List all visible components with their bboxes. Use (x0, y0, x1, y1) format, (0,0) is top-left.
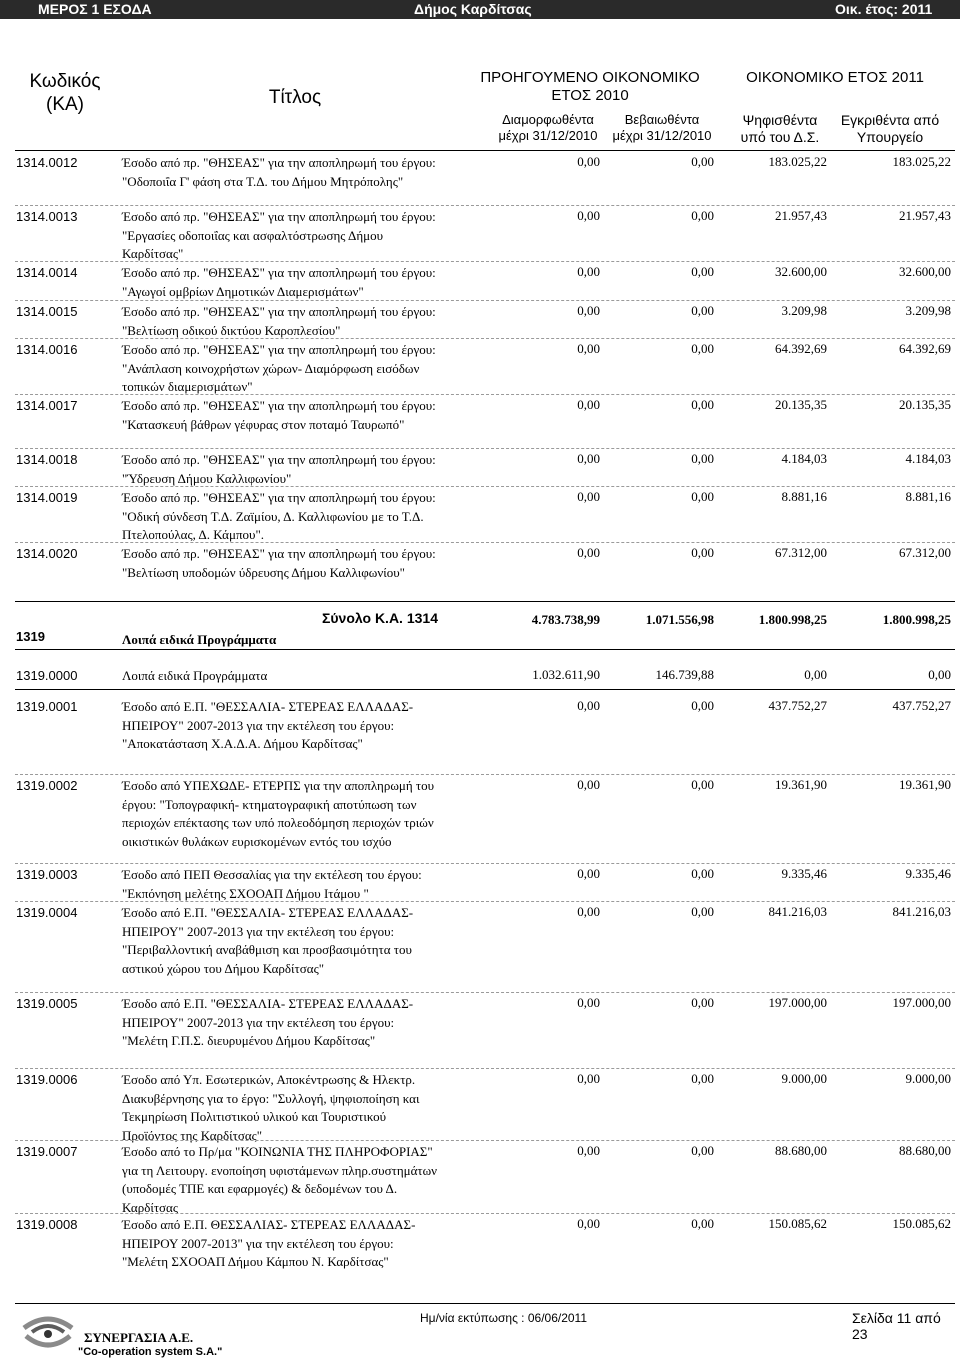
row-formed: 1.032.611,90 (532, 667, 600, 682)
row-separator (15, 394, 955, 395)
section-label: ΜΕΡΟΣ 1 ΕΣΟΔΑ (38, 1, 152, 17)
row-code: 1314.0013 (16, 209, 78, 224)
row-separator (15, 205, 955, 206)
row-formed: 0,00 (577, 1143, 600, 1158)
row-title: Έσοδο από το Πρ/μα "ΚΟΙΝΩΝΙΑ ΤΗΣ ΠΛΗΡΟΦΟΡΙΑΣ" για τη Λειτουργ. ενοποίηση υφιστάμενων πληρ.συστημάτων (υποδομές ΤΠΕ και εφαρμογές) & δεδομένων του Δ. Καρδίτσας (122, 1144, 438, 1215)
row-approved: 4.184,03 (905, 451, 951, 466)
row-voted: 64.392,69 (775, 341, 827, 356)
row-voted: 9.335,46 (781, 866, 827, 881)
row-separator (15, 300, 955, 301)
total-voted: 1.800.998,25 (758, 612, 827, 627)
header-col-voted: Ψηφισθέντα υπό του Δ.Σ. (740, 112, 820, 145)
row-approved: 21.957,43 (899, 208, 951, 223)
row-title: Έσοδο από πρ. "ΘΗΣΕΑΣ" για την αποπληρωμή του έργου: "Εργασίες οδοποιΐας και ασφαλτόστρωσης Δήμου Καρδίτσας" (122, 209, 436, 262)
row-formed: 0,00 (577, 904, 600, 919)
row-title: Έσοδο από πρ. "ΘΗΣΕΑΣ" για την αποπληρωμή του έργου: "Οδική σύνδεση Τ.Δ. Ζαϊμίου, Δ. Καλλιφωνίου με το Τ.Δ. Πτελοπούλας, Δ. Κάμπου". (122, 490, 436, 543)
row-code: 1314.0014 (16, 265, 78, 280)
row-separator (15, 261, 955, 262)
row-approved: 183.025,22 (892, 154, 951, 169)
row-voted: 437.752,27 (768, 698, 827, 713)
header-col-certified: Βεβαιωθέντα μέχρι 31/12/2010 (612, 112, 712, 143)
page-number: Σελίδα 11 από 23 (852, 1310, 941, 1342)
row-title: Έσοδο από πρ. "ΘΗΣΕΑΣ" για την αποπληρωμή του έργου: "Κατασκευή βάθρων γέφυρας στον ποταμό Ταυρωπό" (122, 398, 436, 432)
row-title: Έσοδο από πρ. "ΘΗΣΕΑΣ" για την αποπληρωμή του έργου: "Οδοποιΐα Γ' φάση στα Τ.Δ. του Δήμου Μητρόπολης" (122, 155, 436, 189)
row-voted: 4.184,03 (781, 451, 827, 466)
row-code: 1319.0005 (16, 996, 78, 1011)
row-divider (15, 689, 955, 690)
row-voted: 32.600,00 (775, 264, 827, 279)
row-approved: 841.216,03 (892, 904, 951, 919)
row-separator (15, 338, 955, 339)
row-formed: 0,00 (577, 208, 600, 223)
row-approved: 9.335,46 (905, 866, 951, 881)
row-approved: 0,00 (928, 667, 951, 682)
row-separator (15, 542, 955, 543)
row-separator (15, 1213, 955, 1214)
row-voted: 20.135,35 (775, 397, 827, 412)
row-separator (15, 448, 955, 449)
row-certified: 0,00 (691, 866, 714, 881)
row-certified: 0,00 (691, 1143, 714, 1158)
row-title: Έσοδο από Ε.Π. "ΘΕΣΣΑΛΙΑ- ΣΤΕΡΕΑΣ ΕΛΛΑΔΑΣ- ΗΠΕΙΡΟΥ" 2007-2013 για την εκτέλεση του έργου: "Περιβαλλοντική αναβάθμιση και προσβασιμότητα του αστικού χώρου του Δήμου Καρδίτσας" (122, 905, 414, 976)
group-divider (15, 649, 955, 650)
row-approved: 3.209,98 (905, 303, 951, 318)
row-approved: 437.752,27 (892, 698, 951, 713)
header-current-year: ΟΙΚΟΝΟΜΙΚΟ ΕΤΟΣ 2011 (746, 69, 924, 86)
row-approved: 88.680,00 (899, 1143, 951, 1158)
row-certified: 0,00 (691, 904, 714, 919)
row-voted: 88.680,00 (775, 1143, 827, 1158)
header-previous-year: ΠΡΟΗΓΟΥΜΕΝΟ ΟΙΚΟΝΟΜΙΚΟ ΕΤΟΣ 2010 (480, 69, 700, 104)
row-voted: 0,00 (804, 667, 827, 682)
header-title: Τίτλος (268, 87, 322, 108)
row-title: Έσοδο από πρ. "ΘΗΣΕΑΣ" για την αποπληρωμή του έργου: "Βελτίωση υποδομών ύδρευσης Δήμου Καλλιφωνίου" (122, 546, 436, 580)
row-separator (15, 863, 955, 864)
row-code: 1314.0018 (16, 452, 78, 467)
row-formed: 0,00 (577, 489, 600, 504)
row-voted: 21.957,43 (775, 208, 827, 223)
row-formed: 0,00 (577, 866, 600, 881)
header-col-formed: Διαμορφωθέντα μέχρι 31/12/2010 (498, 112, 598, 143)
fiscal-year: Οικ. έτος: 2011 (835, 1, 933, 17)
total-divider (15, 601, 955, 602)
row-title: Έσοδο από ΥΠΕΧΩΔΕ- ΕΤΕΡΠΣ για την αποπληρωμή του έργου: "Τοπογραφική- κτηματογραφική αποτύπωση των περιοχών επέκτασης των υπό πολεοδόμηση περιοχών τριών οικιστικών θυλάκων ευρισκομένων εντός του ισχύο (122, 778, 435, 849)
row-voted: 197.000,00 (768, 995, 827, 1010)
row-separator (15, 992, 955, 993)
row-voted: 19.361,90 (775, 777, 827, 792)
row-certified: 0,00 (691, 698, 714, 713)
row-approved: 64.392,69 (899, 341, 951, 356)
row-approved: 197.000,00 (892, 995, 951, 1010)
row-voted: 3.209,98 (781, 303, 827, 318)
row-certified: 0,00 (691, 489, 714, 504)
row-formed: 0,00 (577, 154, 600, 169)
row-code: 1319.0003 (16, 867, 78, 882)
row-certified: 0,00 (691, 1216, 714, 1231)
row-formed: 0,00 (577, 777, 600, 792)
row-separator (15, 1068, 955, 1069)
company-name: ΣΥΝΕΡΓΑΣΙΑ Α.Ε. (84, 1330, 194, 1345)
header-code: Κωδικός (ΚΑ) (29, 71, 101, 115)
row-voted: 150.085,62 (768, 1216, 827, 1231)
row-code: 1314.0020 (16, 546, 78, 561)
row-formed: 0,00 (577, 545, 600, 560)
row-certified: 0,00 (691, 1071, 714, 1086)
row-formed: 0,00 (577, 1216, 600, 1231)
row-title: Έσοδο από Υπ. Εσωτερικών, Αποκέντρωσης & Ηλεκτρ. Διακυβέρνησης για το έργο: "Συλλογή, ψηφιοποίηση και Τεκμηρίωση Πολιτιστικού υλικού και Τουριστικού Προϊόντος της Καρδίτσας" (122, 1072, 420, 1143)
row-voted: 183.025,22 (768, 154, 827, 169)
row-code: 1319.0000 (16, 668, 78, 683)
row-code: 1319.0006 (16, 1072, 78, 1087)
row-title: Έσοδο από πρ. "ΘΗΣΕΑΣ" για την αποπληρωμή του έργου: "Αγωγοί ομβρίων Δημοτικών Διαμερισμάτων" (122, 265, 436, 299)
row-certified: 0,00 (691, 341, 714, 356)
footer-divider (15, 1303, 955, 1304)
row-code: 1314.0015 (16, 304, 78, 319)
row-approved: 150.085,62 (892, 1216, 951, 1231)
row-certified: 0,00 (691, 264, 714, 279)
row-code: 1314.0016 (16, 342, 78, 357)
row-voted: 8.881,16 (781, 489, 827, 504)
group-code: 1319 (16, 629, 45, 644)
row-title: Έσοδο από πρ. "ΘΗΣΕΑΣ" για την αποπληρωμή του έργου: "Ύδρευση Δήμου Καλλιφωνίου" (122, 452, 436, 486)
row-approved: 9.000,00 (905, 1071, 951, 1086)
row-voted: 9.000,00 (781, 1071, 827, 1086)
row-code: 1319.0001 (16, 699, 78, 714)
group-title: Λοιπά ειδικά Προγράμματα (122, 632, 277, 647)
total-certified: 1.071.556,98 (645, 612, 714, 627)
row-title: Έσοδο από ΠΕΠ Θεσσαλίας για την εκτέλεση του έργου: "Εκπόνηση μελέτης ΣΧΟΟΑΠ Δήμου Ιτάμου " (122, 867, 422, 901)
total-label: Σύνολο Κ.Α. 1314 (322, 610, 438, 626)
row-formed: 0,00 (577, 451, 600, 466)
row-code: 1319.0002 (16, 778, 78, 793)
row-formed: 0,00 (577, 397, 600, 412)
row-code: 1314.0012 (16, 155, 78, 170)
row-formed: 0,00 (577, 698, 600, 713)
row-formed: 0,00 (577, 264, 600, 279)
row-code: 1314.0017 (16, 398, 78, 413)
row-title: Έσοδο από Ε.Π. "ΘΕΣΣΑΛΙΑ- ΣΤΕΡΕΑΣ ΕΛΛΑΔΑΣ- ΗΠΕΙΡΟΥ" 2007-2013 για την εκτέλεση του έργου: "Μελέτη Γ.Π.Σ. διευρυμένου Δήμου Καρδίτσας" (122, 996, 414, 1049)
row-formed: 0,00 (577, 303, 600, 318)
total-formed: 4.783.738,99 (531, 612, 600, 627)
row-approved: 19.361,90 (899, 777, 951, 792)
row-approved: 8.881,16 (905, 489, 951, 504)
row-code: 1319.0007 (16, 1144, 78, 1159)
row-formed: 0,00 (577, 341, 600, 356)
row-certified: 0,00 (691, 208, 714, 223)
row-separator (15, 1140, 955, 1141)
company-logo (18, 1314, 78, 1363)
row-certified: 0,00 (691, 451, 714, 466)
row-voted: 67.312,00 (775, 545, 827, 560)
row-formed: 0,00 (577, 995, 600, 1010)
print-date: Ημ/νία εκτύπωσης : 06/06/2011 (420, 1311, 588, 1325)
total-approved: 1.800.998,25 (882, 612, 951, 627)
row-title: Έσοδο από πρ. "ΘΗΣΕΑΣ" για την αποπληρωμή του έργου: "Βελτίωση οδικού δικτύου Καροπλεσίου" (122, 304, 436, 338)
logo-icon (18, 1314, 78, 1358)
row-voted: 841.216,03 (768, 904, 827, 919)
system-name: "Co-operation system S.A." (78, 1346, 223, 1358)
row-certified: 0,00 (691, 995, 714, 1010)
row-separator (15, 774, 955, 775)
row-formed: 0,00 (577, 1071, 600, 1086)
row-title: Έσοδο από πρ. "ΘΗΣΕΑΣ" για την αποπληρωμή του έργου: "Ανάπλαση κοινοχρήστων χώρων- Διαμόρφωση εισόδων τοπικών διαμερισμάτων" (122, 342, 436, 395)
row-certified: 146.739,88 (655, 667, 714, 682)
row-certified: 0,00 (691, 777, 714, 792)
row-approved: 67.312,00 (899, 545, 951, 560)
top-bar (0, 0, 960, 19)
row-approved: 20.135,35 (899, 397, 951, 412)
row-code: 1319.0008 (16, 1217, 78, 1232)
row-certified: 0,00 (691, 397, 714, 412)
row-title: Λοιπά ειδικά Προγράμματα (122, 668, 268, 683)
municipality-name: Δήμος Καρδίτσας (414, 1, 532, 17)
row-title: Έσοδο από Ε.Π. "ΘΕΣΣΑΛΙΑ- ΣΤΕΡΕΑΣ ΕΛΛΑΔΑΣ- ΗΠΕΙΡΟΥ" 2007-2013 για την εκτέλεση του έργου: "Αποκατάσταση Χ.Α.Δ.Α. Δήμου Καρδίτσας" (122, 699, 414, 752)
row-code: 1319.0004 (16, 905, 78, 920)
header-divider (15, 150, 955, 151)
row-separator (15, 901, 955, 902)
row-separator (15, 486, 955, 487)
row-certified: 0,00 (691, 303, 714, 318)
header-col-approved: Εγκριθέντα από Υπουργείο (840, 112, 940, 145)
row-title: Έσοδο από Ε.Π. ΘΕΣΣΑΛΙΑΣ- ΣΤΕΡΕΑΣ ΕΛΛΑΔΑΣ- ΗΠΕΙΡΟΥ 2007-2013" για την εκτέλεση του έργου: "Μελέτη ΣΧΟΟΑΠ Δήμου Κάμπου Ν. Καρδίτσας" (122, 1217, 416, 1270)
row-certified: 0,00 (691, 545, 714, 560)
row-code: 1314.0019 (16, 490, 78, 505)
row-approved: 32.600,00 (899, 264, 951, 279)
row-certified: 0,00 (691, 154, 714, 169)
